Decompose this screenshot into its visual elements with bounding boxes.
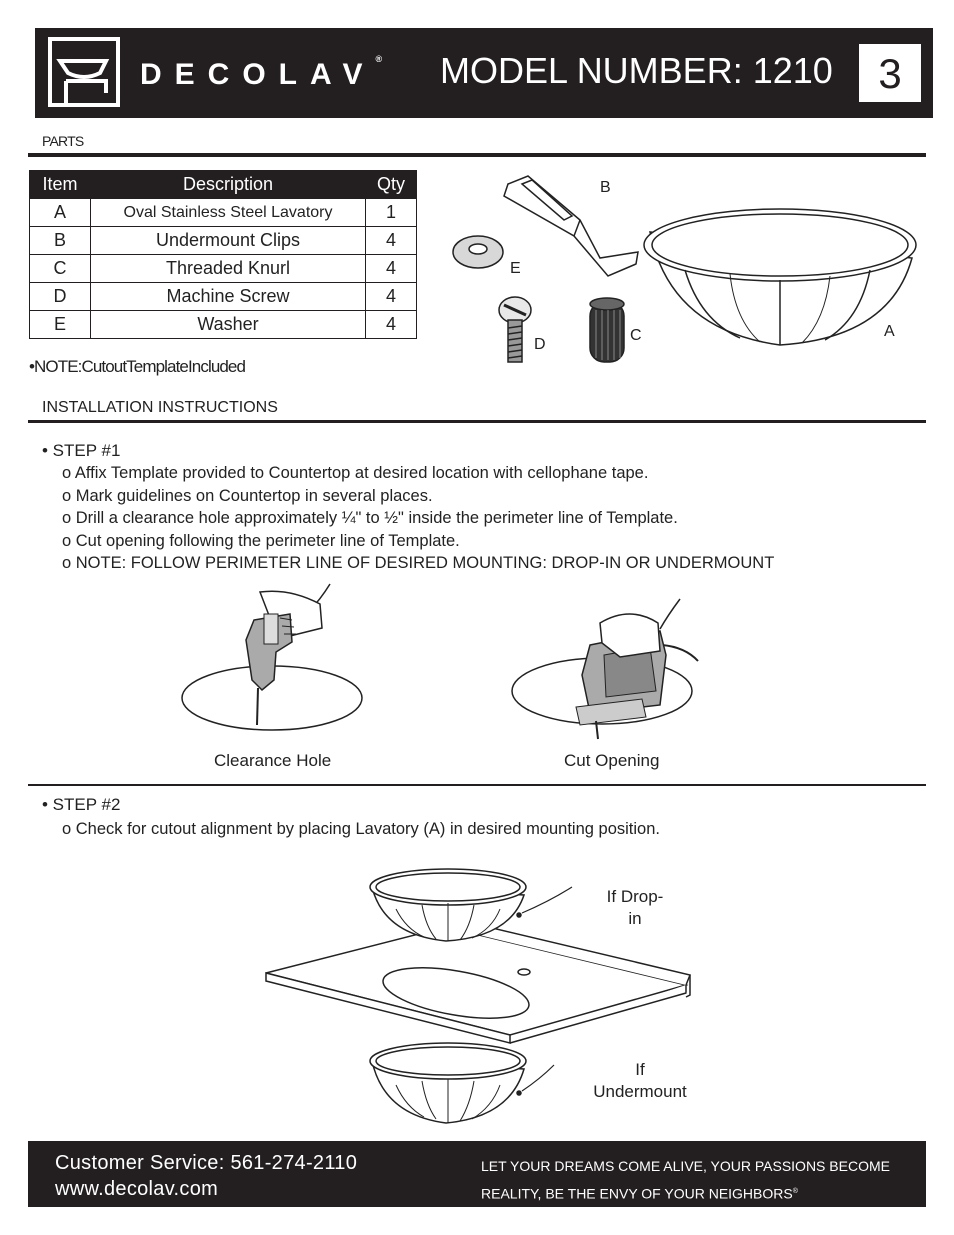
step2-title: • STEP #2	[42, 795, 121, 814]
cell-description: Oval Stainless Steel Lavatory	[91, 199, 366, 227]
slogan-line: LET YOUR DREAMS COME ALIVE, YOUR PASSIONS BECOME	[481, 1158, 890, 1174]
label-line: If	[635, 1060, 645, 1079]
parts-table	[29, 170, 417, 339]
step1-instructions	[62, 462, 922, 575]
cell-qty: 4	[366, 227, 417, 255]
table-row	[30, 283, 417, 311]
customer-service-phone: Customer Service: 561-274-2110	[55, 1152, 358, 1174]
jigsaw-illustration	[510, 595, 710, 745]
slogan	[481, 1153, 890, 1207]
cutout-note: •NOTE:CutoutTemplateIncluded	[29, 357, 246, 376]
label-d: D	[534, 336, 546, 353]
label-line: in	[628, 909, 642, 928]
cell-qty: 4	[366, 283, 417, 311]
installation-divider	[28, 420, 926, 423]
step-divider	[28, 784, 926, 786]
cell-qty: 4	[366, 311, 417, 339]
cell-item: C	[30, 255, 91, 283]
undermount-bowl-illustration	[370, 1043, 554, 1123]
cell-item: A	[30, 199, 91, 227]
cell-description: Washer	[91, 311, 366, 339]
parts-divider	[28, 153, 926, 157]
model-number: MODEL NUMBER: 1210	[440, 50, 833, 91]
decolav-logo	[48, 37, 120, 107]
brand-name: DECOLAV®	[140, 54, 383, 91]
step1-line: o Affix Template provided to Countertop at desired location with cellophane tape.	[62, 464, 649, 482]
drill-illustration	[180, 580, 370, 740]
cell-description: Undermount Clips	[91, 227, 366, 255]
caption-cut-opening: Cut Opening	[564, 751, 660, 770]
caption-clearance-hole: Clearance Hole	[214, 751, 332, 770]
machine-screw-illustration	[499, 297, 531, 362]
table-header-row	[30, 171, 417, 199]
step1-line: o NOTE: FOLLOW PERIMETER LINE OF DESIRED MOUNTING: DROP-IN OR UNDERMOUNT	[62, 554, 775, 572]
parts-illustration	[440, 170, 930, 370]
installation-heading: INSTALLATION INSTRUCTIONS	[42, 399, 278, 416]
cell-item: E	[30, 311, 91, 339]
step1-title: • STEP #1	[42, 441, 121, 460]
header-bar	[35, 28, 933, 118]
washer-illustration	[453, 236, 503, 268]
table-row	[30, 227, 417, 255]
step1-line: o Cut opening following the perimeter line of Template.	[62, 531, 460, 550]
label-e: E	[510, 260, 521, 277]
footer-bar	[28, 1141, 926, 1207]
parts-label: PARTS	[42, 133, 84, 149]
dropin-bowl-illustration	[370, 869, 572, 941]
label-line: Undermount	[593, 1082, 687, 1101]
table-row	[30, 255, 417, 283]
cell-description: Threaded Knurl	[91, 255, 366, 283]
step2-line: o Check for cutout alignment by placing Lavatory (A) in desired mounting position.	[62, 820, 660, 838]
contact-info	[55, 1150, 357, 1202]
step1-line: o Mark guidelines on Countertop in several places.	[62, 486, 433, 505]
page-number: 3	[859, 44, 921, 102]
cell-qty: 1	[366, 199, 417, 227]
step1-line: o Drill a clearance hole approximately ¼" to ½" inside the perimeter line of Template.	[62, 509, 678, 527]
undermount-clip-illustration	[504, 176, 638, 276]
threaded-knurl-illustration	[590, 298, 624, 362]
label-line: If Drop-	[606, 887, 664, 906]
label-b: B	[600, 179, 611, 196]
cell-item: B	[30, 227, 91, 255]
column-header-qty: Qty	[366, 171, 417, 199]
cell-qty: 4	[366, 255, 417, 283]
website-link[interactable]: www.decolav.com	[55, 1178, 219, 1200]
cell-item: D	[30, 283, 91, 311]
label-if-drop-in	[580, 886, 690, 930]
lavatory-bowl-illustration	[644, 209, 916, 345]
label-a: A	[884, 323, 895, 340]
column-header-description: Description	[91, 171, 366, 199]
column-header-item: Item	[30, 171, 91, 199]
label-if-undermount	[580, 1059, 700, 1103]
cell-description: Machine Screw	[91, 283, 366, 311]
table-row	[30, 199, 417, 227]
label-c: C	[630, 327, 642, 344]
slogan-line: REALITY, BE THE ENVY OF YOUR NEIGHBORS®	[481, 1185, 798, 1202]
table-row	[30, 311, 417, 339]
